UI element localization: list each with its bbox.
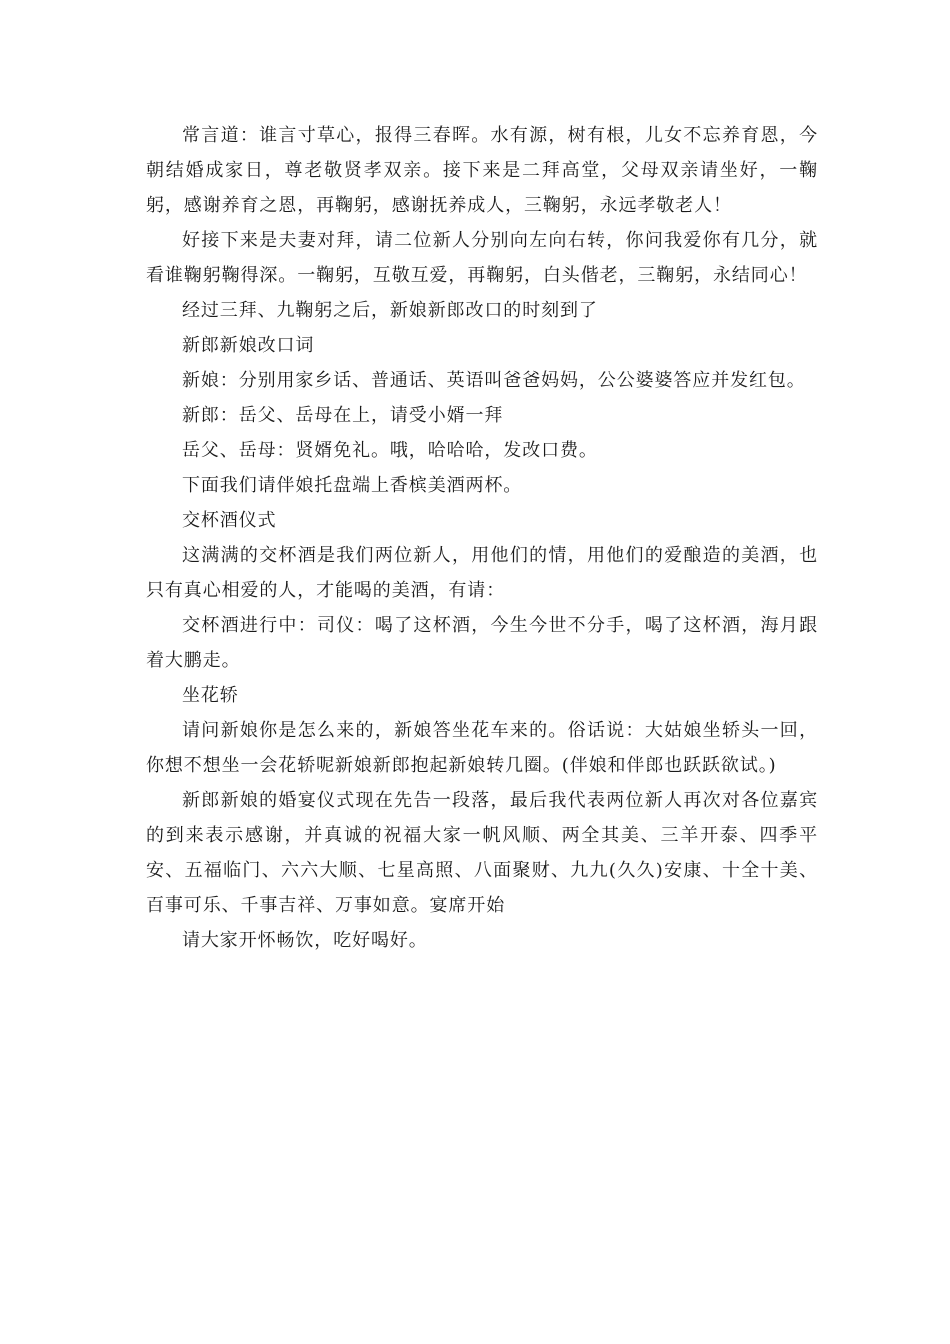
paragraph-sedan-chair: 请问新娘你是怎么来的，新娘答坐花车来的。俗话说：大姑娘坐轿头一回，你想不想坐一会花轿呢新娘新郎抱起新娘转几圈。(伴娘和伴郎也跃跃欲试。)	[146, 720, 818, 776]
heading-name-change: 新郎新娘改口词	[182, 335, 315, 356]
paragraph-enjoy-feast: 请大家开怀畅饮，吃好喝好。	[182, 930, 428, 951]
paragraph-groom-line: 新郎：岳父、岳母在上，请受小婿一拜	[182, 405, 504, 426]
paragraph-bride-line: 新娘：分别用家乡话、普通话、英语叫爸爸妈妈，公公婆婆答应并发红包。	[182, 370, 806, 391]
paragraph-cross-cup-intro: 这满满的交杯酒是我们两位新人，用他们的情，用他们的爱酿造的美酒，也只有真心相爱的人，才能喝的美酒，有请：	[146, 545, 818, 601]
document-body	[146, 118, 818, 958]
paragraph-champagne: 下面我们请伴娘托盘端上香槟美酒两杯。	[182, 475, 523, 496]
heading-cross-cup: 交杯酒仪式	[182, 510, 277, 531]
paragraph-couple-bow: 好接下来是夫妻对拜，请二位新人分别向左向右转，你问我爱你有几分，就看谁鞠躬鞠得深。一鞠躬，互敬互爱，再鞠躬，白头偕老，三鞠躬，永结同心！	[146, 230, 818, 286]
paragraph-after-bows: 经过三拜、九鞠躬之后，新娘新郎改口的时刻到了	[182, 300, 598, 321]
paragraph-closing-blessing: 新郎新娘的婚宴仪式现在先告一段落，最后我代表两位新人再次对各位嘉宾的到来表示感谢，并真诚的祝福大家一帆风顺、两全其美、三羊开泰、四季平安、五福临门、六六大顺、七星高照、八面聚财、九九(久久)安康、十全十美、百事可乐、千事吉祥、万事如意。宴席开始	[146, 790, 818, 916]
paragraph-in-laws-line: 岳父、岳母：贤婿免礼。哦，哈哈哈，发改口费。	[182, 440, 598, 461]
heading-sedan-chair: 坐花轿	[182, 685, 239, 706]
paragraph-cross-cup-toast: 交杯酒进行中：司仪：喝了这杯酒，今生今世不分手，喝了这杯酒，海月跟着大鹏走。	[146, 615, 818, 671]
paragraph-bow-to-parents: 常言道：谁言寸草心，报得三春晖。水有源，树有根，儿女不忘养育恩，今朝结婚成家日，尊老敬贤孝双亲。接下来是二拜高堂，父母双亲请坐好，一鞠躬，感谢养育之恩，再鞠躬，感谢抚养成人，三鞠躬，永远孝敬老人！	[146, 125, 818, 216]
